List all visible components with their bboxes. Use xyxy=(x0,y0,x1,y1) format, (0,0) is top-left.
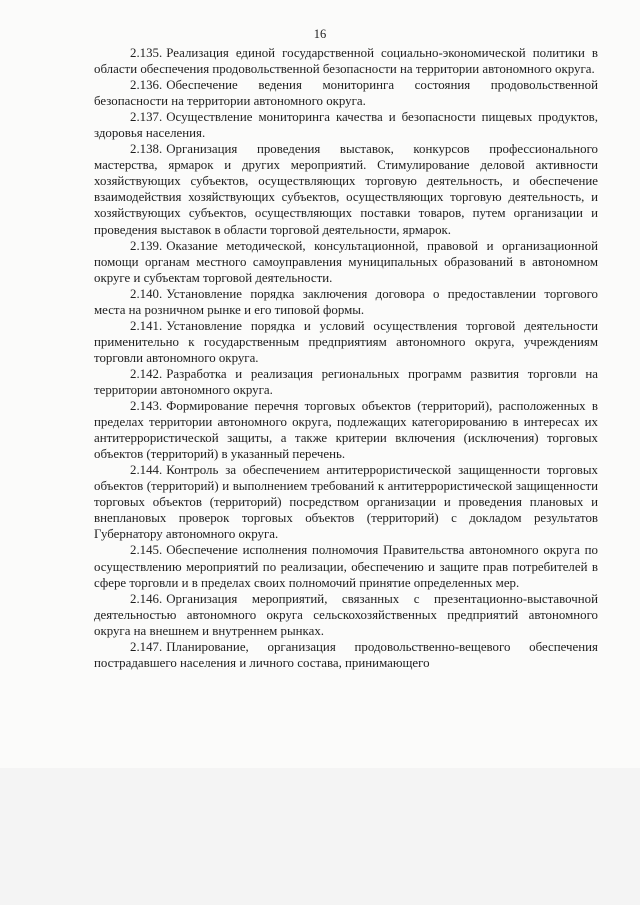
paragraph-text: Обеспечение исполнения полномочия Правительства автономного округа по осуществлению мероприятий по реализации, обеспечению и защите прав потребителей в сфере торговли и в пределах своих полномочий принятие определенных мер. xyxy=(94,543,598,590)
paragraph-text: Организация проведения выставок, конкурсов профессионального мастерства, ярмарок и других мероприятий. Стимулирование деловой активности хозяйствующих субъектов, осуществляющих торговую деятельность, и обеспечение взаимодействия хозяйствующих субъектов, осуществляющих торговую деятельность, и хозяйствующих субъектов, осуществляющих поставки товаров, путем организации и проведения выставок в области торговой деятельности, ярмарок. xyxy=(94,142,598,237)
paragraph-text: Оказание методической, консультационной, правовой и организационной помощи органам местного самоуправления муниципальных образований в автономном округе и субъектам торговой деятельности. xyxy=(94,238,598,285)
paragraph-2-145 xyxy=(94,542,598,590)
paragraph-number: 2.147. xyxy=(130,639,163,654)
paragraph-number: 2.136. xyxy=(130,78,163,93)
paragraph-number: 2.137. xyxy=(130,110,163,125)
paragraph-number: 2.141. xyxy=(130,318,163,333)
paragraph-text: Планирование, организация продовольственно-вещевого обеспечения пострадавшего населения и личного состава, принимающего xyxy=(94,639,598,670)
paragraph-number: 2.135. xyxy=(130,46,163,60)
paragraph-text: Разработка и реализация региональных программ развития торговли на территории автономного округа. xyxy=(94,366,598,397)
paragraph-2-137 xyxy=(94,109,598,141)
paragraph-text: Обеспечение ведения мониторинга состояния продовольственной безопасности на территории автономного округа. xyxy=(94,78,598,109)
paragraph-number: 2.138. xyxy=(130,142,163,157)
page-number: 16 xyxy=(313,27,327,41)
paragraph-text: Организация мероприятий, связанных с презентационно-выставочной деятельностью автономного округа сельскохозяйственных предприятий автономного округа на внешнем и внутреннем рынках. xyxy=(94,591,598,638)
paragraph-2-146 xyxy=(94,591,598,639)
paragraph-number: 2.140. xyxy=(130,286,163,301)
document-body xyxy=(94,45,598,671)
paragraph-2-136 xyxy=(94,77,598,109)
paragraph-2-144 xyxy=(94,462,598,542)
paragraph-number: 2.145. xyxy=(130,543,163,558)
paragraph-text: Осуществление мониторинга качества и безопасности пищевых продуктов, здоровья населения. xyxy=(94,110,598,141)
paragraph-text: Реализация единой государственной социально-экономической политики в области обеспечения продовольственной безопасности на территории автономного округа. xyxy=(94,46,598,77)
paragraph-number: 2.144. xyxy=(130,463,163,478)
paragraph-text: Установление порядка и условий осуществления торговой деятельности применительно к государственным предприятиям автономного округа, учреждениям торговли автономного округа. xyxy=(94,318,598,365)
paragraph-2-147 xyxy=(94,639,598,671)
paragraph-2-139 xyxy=(94,238,598,286)
paragraph-text: Установление порядка заключения договора о предоставлении торгового места на розничном рынке и его типовой формы. xyxy=(94,286,598,317)
paragraph-2-143 xyxy=(94,398,598,462)
paragraph-text: Формирование перечня торговых объектов (территорий), расположенных в пределах территории автономного округа, подлежащих категорированию в интересах их антитеррористической защиты, а также критерии включения (исключения) торговых объектов (территорий) в указанный перечень. xyxy=(94,399,598,462)
paragraph-2-141 xyxy=(94,318,598,366)
paragraph-2-135 xyxy=(94,45,598,77)
paragraph-number: 2.142. xyxy=(130,366,163,381)
paragraph-2-142 xyxy=(94,366,598,398)
scan-background xyxy=(0,768,640,905)
paragraph-text: Контроль за обеспечением антитеррористической защищенности торговых объектов (территорий) и выполнением требований к антитеррористической защищенности торговых объектов (территорий) посредством организации и проведения плановых и внеплановых проверок торговых объектов (территорий) с докладом результатов Губернатору автономного округа. xyxy=(94,463,598,542)
paragraph-number: 2.146. xyxy=(130,591,163,606)
paragraph-2-140 xyxy=(94,286,598,318)
paragraph-2-138 xyxy=(94,141,598,237)
paragraph-number: 2.143. xyxy=(130,399,163,414)
paragraph-number: 2.139. xyxy=(130,238,163,253)
